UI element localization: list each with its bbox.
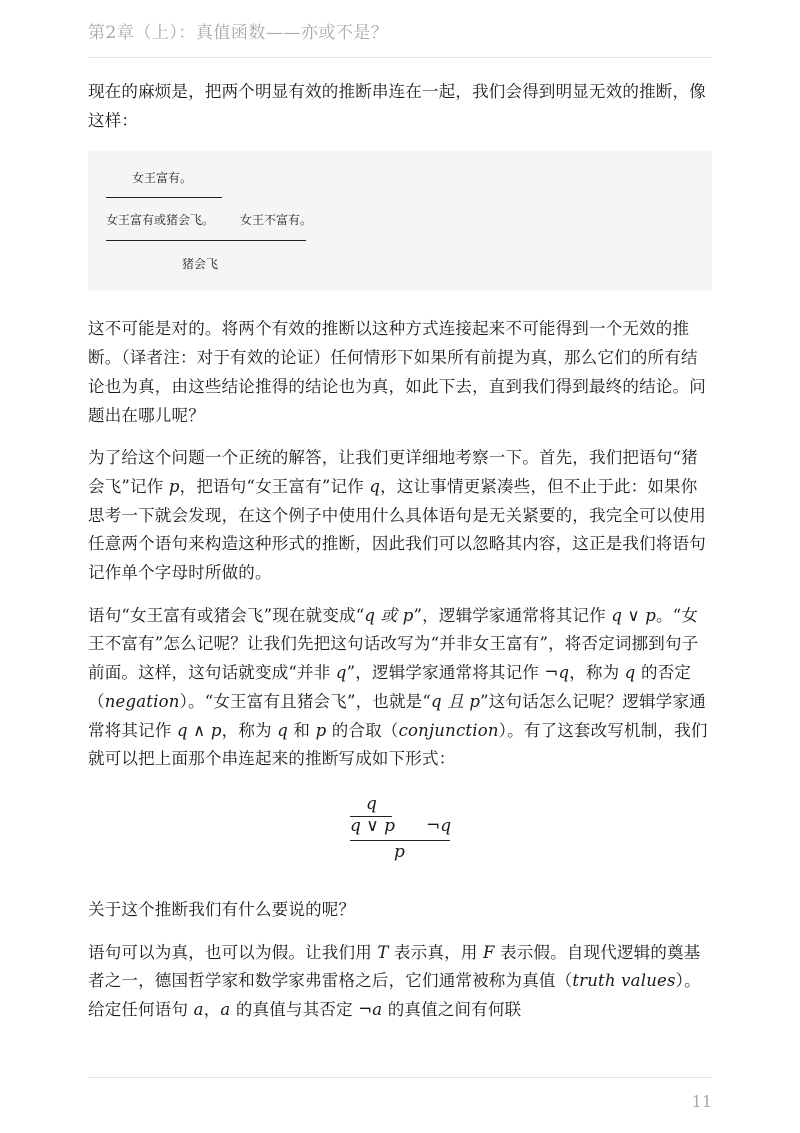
expr-not-a: ¬a [358, 1000, 383, 1020]
page-header [88, 20, 712, 58]
term-conjunction: conjunction [398, 720, 499, 740]
expr-disjunction: q ∨ p [611, 605, 657, 625]
inference-line-2 [106, 240, 306, 241]
term-truth-values: truth values [572, 971, 676, 991]
paragraph-problem: 这不可能是对的。将两个有效的推断以这种方式连接起来不可能得到一个无效的推断。（译者注：对于有效的论证）任何情形下如果所有前提为真，那么它们的所有结论也为真，由这些结论推得的结论也为真，如此下去，直到我们得到最终的结论。问题出在哪儿呢？ [88, 319, 706, 425]
paragraph-question: 关于这个推断我们有什么要说的呢？ [88, 899, 356, 919]
conclusion-pigs-fly: 猪会飞 [182, 257, 219, 272]
symbol-F: F [482, 942, 495, 962]
chapter-title: 第2章（上）：真值函数——亦或不是？ [88, 23, 389, 43]
expr-q: q [335, 663, 347, 683]
proof-conclusion-p: p [394, 841, 405, 862]
premise-queen-not-rich: 女王不富有。 [240, 213, 313, 228]
proof-premise-q: q [366, 793, 377, 814]
page-body [88, 78, 712, 1025]
expr-negation: ¬q [544, 663, 570, 683]
paragraph-connectives: 语句“女王富有或猪会飞”现在就变成“q 或 p”，逻辑学家通常将其记作 q ∨ p。“女王不富有”怎么记呢？让我们先把这句话改写为“并非女王富有”，将否定词挪到句子前面。这样，这句话就变成“并非 q”，逻辑学家通常将其记作 ¬q，称为 q 的否定（negation）。“女王富有且猪会飞”，也就是“q 且 p”这句话怎么记呢？逻辑学家通常将其记作 q ∧ p，称为 q 和 p 的合取（conjunction）。有了这套改写机制，我们就可以把上面那个串连起来的推断写成如下形式： [88, 605, 708, 769]
inference-line-1 [106, 197, 222, 198]
paragraph-intro: 现在的麻烦是，把两个明显有效的推断串连在一起，我们会得到明显无效的推断，像这样： [88, 82, 706, 130]
proof-premise-not-q: ¬q [426, 815, 452, 836]
var-q: q [369, 476, 381, 496]
proof-premise-q-or-p: q ∨ p [350, 815, 396, 836]
page-footer [88, 1077, 712, 1111]
expr-q-and-p: q 且 p [431, 691, 481, 711]
term-negation: negation [104, 691, 180, 711]
example-inference-box [88, 151, 712, 291]
proof-line-2 [350, 840, 450, 841]
symbol-T: T [377, 942, 389, 962]
paragraph-notation: 为了给这个问题一个正统的解答，让我们更详细地考察一下。首先，我们把语句“猪会飞”记作 p，把语句“女王富有”记作 q，这让事情更紧凑些，但不止于此：如果你思考一下就会发现，在这个例子中使用什么具体语句是无关紧要的，我完全可以使用任意两个语句来构造这种形式的推断，因此我们可以忽略其内容，这正是我们将语句记作单个字母时所做的。 [88, 448, 706, 583]
premise-queen-rich-or-pigs-fly: 女王富有或猪会飞。 [106, 213, 215, 228]
paragraph-truth-values: 语句可以为真，也可以为假。让我们用 T 表示真，用 F 表示假。自现代逻辑的奠基者之一，德国哲学家和数学家弗雷格之后，它们通常被称为真值（truth values）。给定任何语句 a，a 的真值与其否定 ¬a 的真值之间有何联 [88, 942, 701, 1020]
expr-conjunction: q ∧ p [176, 720, 222, 740]
page-number: 11 [691, 1092, 712, 1111]
premise-queen-rich: 女王富有。 [132, 171, 193, 186]
var-p: p [168, 476, 180, 496]
expr-q-or-p: q 或 p [364, 605, 414, 625]
symbolic-inference [88, 794, 712, 884]
